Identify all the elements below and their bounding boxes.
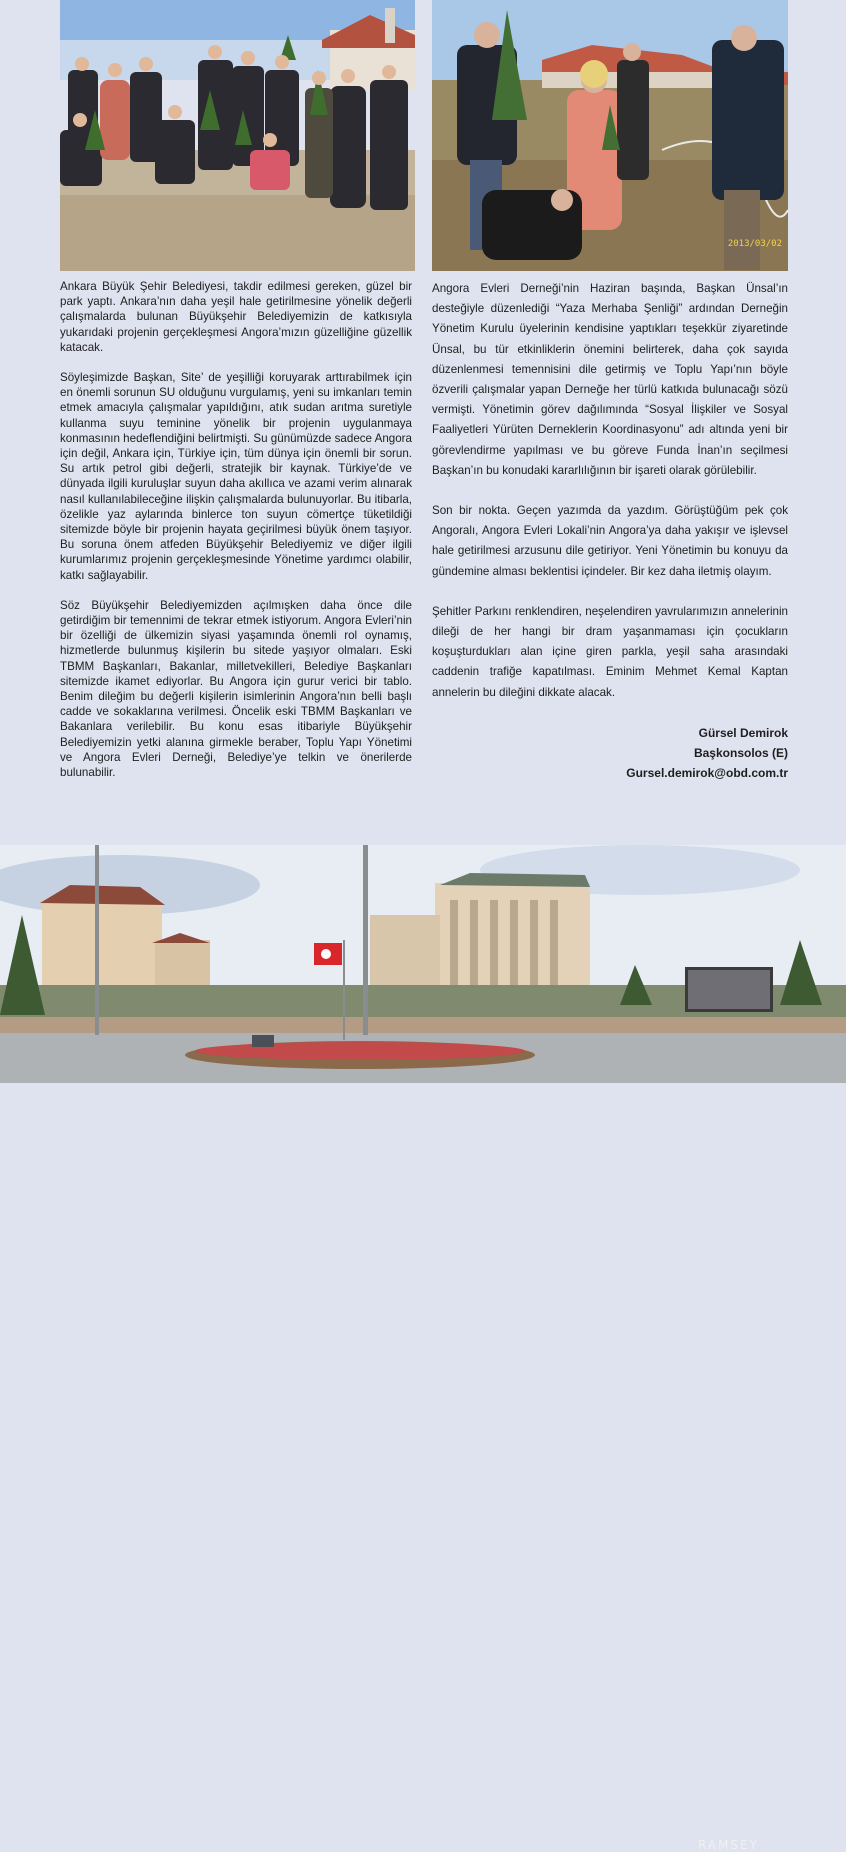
right-paragraph-3: Şehitler Parkını renklendiren, neşelendiren yavrularımızın annelerinin dileği de her hangi bir dram yaşanmaması için çocukların koşuşturdukları alan içine giren parkla, yeşil saha arasındaki caddenin trafiğe kapatılması. Eminim Mehmet Kemal Kaptan annelerin bu dileğini dikkate alacak. — [432, 604, 788, 699]
right-text-column — [432, 279, 788, 783]
right-paragraph-1: Angora Evleri Derneği’nin Haziran başında, Başkan Ünsal’ın desteğiyle düzenlediği “Yaza Merhaba Şenliği” ardından Derneğin Yönetim Kurulu üyelerinin kendisine yaptıkları teşekkür ziyaretinde Ünsal, bu tür etkinliklerin önemini belirterek, daha çok sayıda düzenlenmesi temennisini dile getirmiş ve Toplu Yapı’nın böyle özverili çalışmalar yapan Derneğe her türlü katkıda bulunacağı sözü vermişti. Yönetimin görev dağılımında “Sosyal İlişkiler ve Sosyal Faaliyetleri Yürüten Derneklerin Koordinasyonu” adı altında yeni bir görevlendirme yapılması ve bu göreve Funda İnan’ın seçilmesi Başkan’ın bu konudaki kararlılığının bir işareti olarak görülebilir. — [432, 282, 788, 477]
author-title: Başkonsolos (E) — [693, 745, 788, 760]
author-email[interactable]: Gursel.demirok@obd.com.tr — [626, 765, 788, 780]
left-paragraph-2: Söyleşimizde Başkan, Site’ de yeşilliği koruyarak arttırabilmek için en önemli sorunun SU olduğunu vurgulamış, yeni su imkanları temin etmek amacıyla çalışmalar yapıldığını, atık sudan arıtma suretiyle kullanma suyu teminine yönelik bir projenin uygulanmaya konmasının hedeflendiğini belirtmişti. Su günümüzde sadece Angora için değil, Ankara için, Türkiye için, tüm dünya için önemli bir sorun. Su artık petrol gibi değerli, stratejik bir kaynak. Türkiye’de ve dünyada ilgili kuruluşlar suyun daha akıllıca ve azami verim alınarak nasıl kullanılabileceğine ilişkin çalışmalarda bulunuyorlar. Bu itibarla, özelikle yaz aylarında binlerce ton suyun cömertçe tüketildiği sitemizde böyle bir projenin hayata geçirilmesi büyük önem taşıyor. Bu soruna önem atfeden Büyükşehir Belediyemiz ve diğer ilgili kurumlarımız projenin gerçekleşmesinde Yönetime yardımcı olabilir, katkı sağlayabilir. — [60, 371, 412, 582]
photo-date-stamp: 2013/03/02 — [727, 239, 782, 249]
bottom-photo — [0, 845, 846, 1852]
top-right-photo — [432, 0, 788, 271]
author-signature — [432, 723, 788, 783]
author-name: Gürsel Demirok — [698, 725, 788, 740]
left-text-column — [60, 279, 412, 795]
photo-officials-planting-saplings-icon — [432, 0, 788, 271]
left-paragraph-3: Söz Büyükşehir Belediyemizden açılmışken daha önce dile getirdiğim bir temennimi de tekrar etmek istiyorum. Angora Evleri’nin bir özelliği de ülkemizin siyasi yaşamında önemli rol oynamış, hizmetlerde bulunmuş kişilerin bu sitede yaşıyor olmaları. Eski TBMM Başkanları, Bakanlar, milletvekilleri, Belediye Başkanları sitemizde ikamet ediyorlar. Bu Angora için gurur verici bir tablo. Benim dileğim bu değerli kişilerin isimlerinin Angora’nın belli başlı cadde ve sokaklarına verilmesi. Öncelik eski TBMM Başkanları ve Bakanlara verilebilir. Bu konu esas itibariyle Büyükşehir Belediyemizin yetki alanına girmekle beraber, Toplu Yapı Yönetimi ve Angora Evleri Derneği, Belediye’ye telkin ve önerilerde bulunabilir. — [60, 598, 412, 780]
top-left-photo — [60, 0, 415, 271]
group-photo-tree-planting-icon — [60, 0, 415, 271]
photo-angora-street-view-icon — [0, 845, 846, 1083]
left-paragraph-1: Ankara Büyük Şehir Belediyesi, takdir edilmesi gereken, güzel bir park yaptı. Ankara’nın daha yeşil hale getirilmesine yönelik değerli çalışmalarda bulunan Büyükşehir Belediyemizin de katkısıyla yukarıdaki projenin gerçekleşmesi Angora’mızın güzelliğine güzellik katacak. — [60, 280, 412, 354]
right-paragraph-2: Son bir nokta. Geçen yazımda da yazdım. Görüştüğüm pek çok Angoralı, Angora Evleri Lokali’nin Angora’ya daha yakışır ve işlevsel hale getirilmesi arzusunu dile getiriyor. Yeni Yönetimin bu konuyu da gündemine alması beklentisi içindeler. Bir kez daha iletmiş olayım. — [432, 504, 788, 578]
billboard-text: RAMSEY — [698, 1838, 759, 1852]
